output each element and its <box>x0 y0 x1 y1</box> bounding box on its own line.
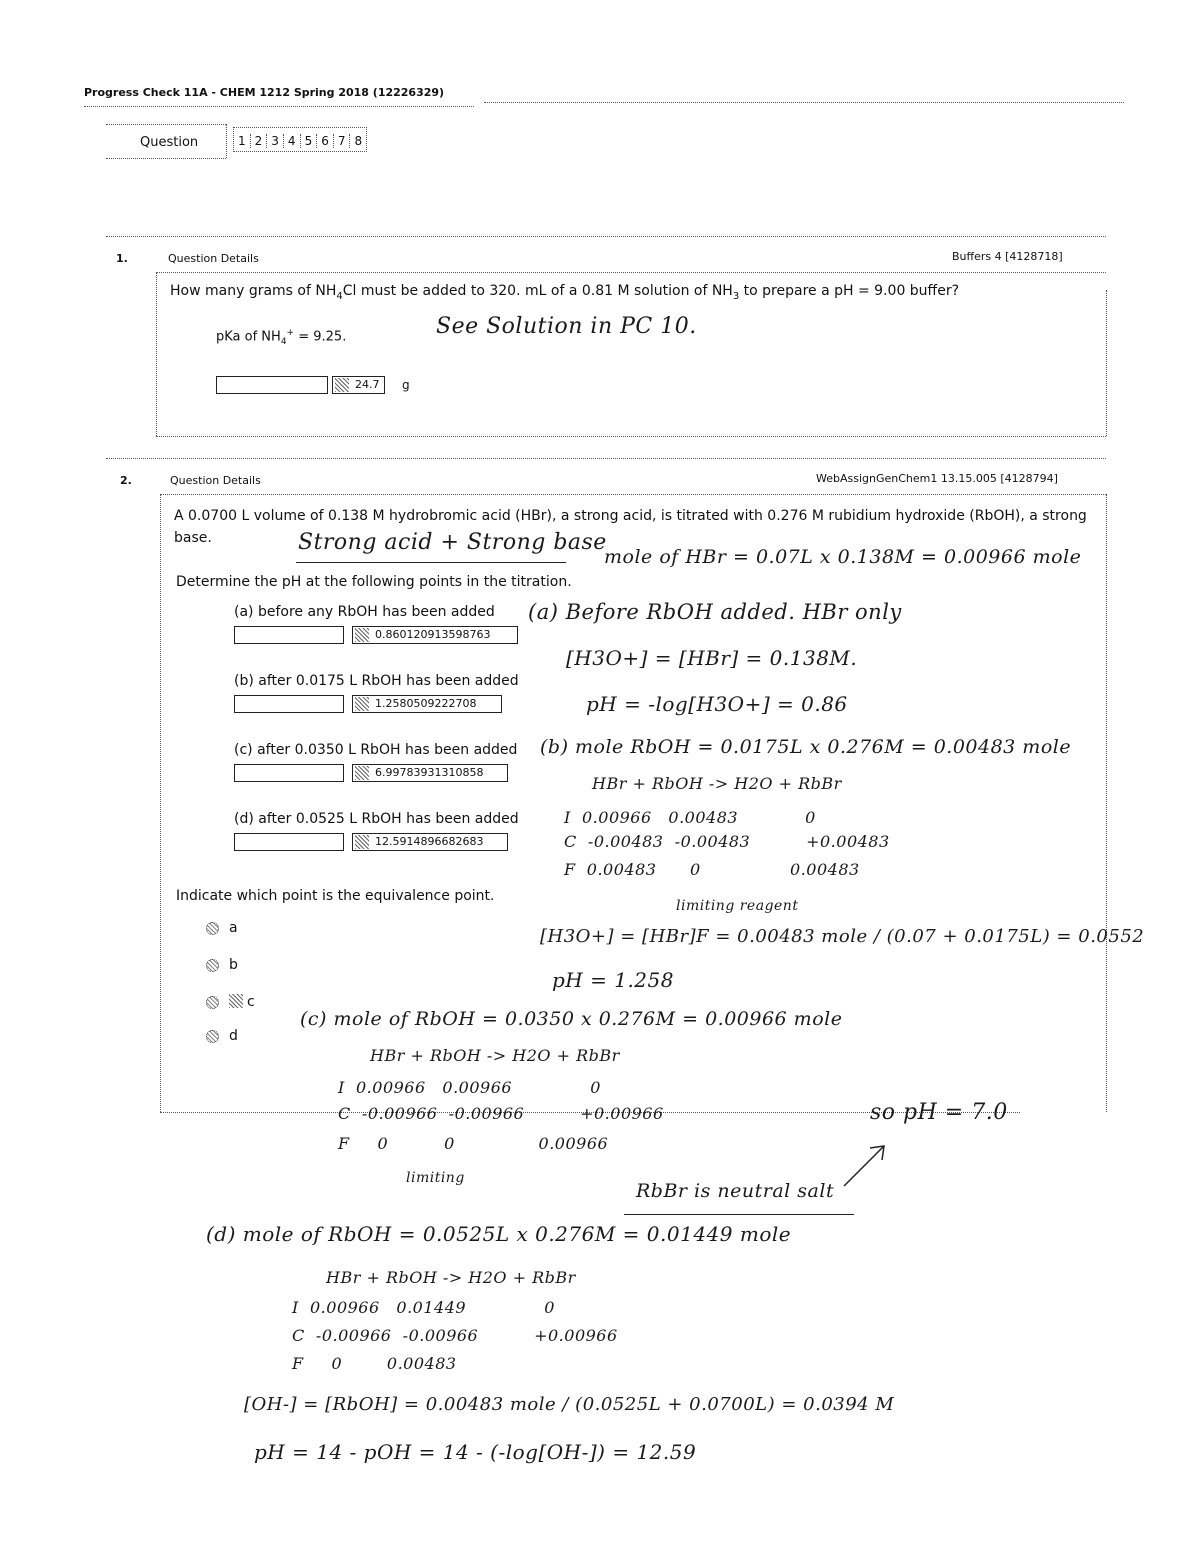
q2-part-c-answer-key: 6.99783931310858 <box>352 764 508 782</box>
arrow-icon <box>840 1140 890 1190</box>
hw-d-conc: [OH-] = [RbOH] = 0.00483 mole / (0.0525L + 0.0700L) = 0.0394 M <box>244 1394 895 1415</box>
q1-answer-key: 24.7 <box>332 376 385 394</box>
hw-d-title: (d) mole of RbOH = 0.0525L x 0.276M = 0.01449 mole <box>206 1222 792 1246</box>
question-nav-3[interactable]: 3 <box>267 134 284 148</box>
page-title: Progress Check 11A - CHEM 1212 Spring 2018 (12226329) <box>84 86 445 99</box>
hw-c-limiting: limiting <box>406 1170 465 1186</box>
q2-part-b-input[interactable] <box>234 695 344 713</box>
hw-c-title: (c) mole of RbOH = 0.0350 x 0.276M = 0.00966 mole <box>300 1008 843 1030</box>
correct-check-icon <box>335 378 349 392</box>
question-nav-4[interactable]: 4 <box>284 134 301 148</box>
q1-prompt: How many grams of $NH_4Cl$ must be added to 320. mL of a 0.81 M solution of $NH_3$ to prepare a pH = 9.00 buffer? <box>170 283 960 302</box>
radio-icon <box>206 922 219 935</box>
q2-part-d-input[interactable] <box>234 833 344 851</box>
radio-icon <box>206 959 219 972</box>
q2-part-b-answer-key: 1.2580509222708 <box>352 695 502 713</box>
radio-icon <box>206 1030 219 1043</box>
correct-check-icon <box>355 835 369 849</box>
q1-number: 1. <box>116 252 128 265</box>
correct-check-icon <box>355 697 369 711</box>
q2-details-link[interactable]: Question Details <box>170 474 261 487</box>
q1-source: Buffers 4 [4128718] <box>952 250 1063 263</box>
correct-check-icon <box>355 628 369 642</box>
q2-option-b[interactable]: b <box>206 957 238 973</box>
hw-b-conc: [H3O+] = [HBr]F = 0.00483 mole / (0.07 + 0.0175L) = 0.0552 <box>540 926 1145 947</box>
q2-option-c[interactable]: c <box>206 992 255 1010</box>
q2-part-a-label: (a) before any RbOH has been added <box>234 604 495 620</box>
question-label: Question <box>140 135 199 150</box>
q2-indicate: Indicate which point is the equivalence point. <box>176 888 495 904</box>
hw-b-ph: pH = 1.258 <box>552 968 674 992</box>
hw-b-title: (b) mole RbOH = 0.0175L x 0.276M = 0.00483 mole <box>540 736 1072 758</box>
q2-part-b-label: (b) after 0.0175 L RbOH has been added <box>234 673 519 689</box>
q2-part-d-answer-key: 12.5914896682683 <box>352 833 508 851</box>
hw-b-final: F 0.00483 0 0.00483 <box>564 860 860 879</box>
q2-option-d[interactable]: d <box>206 1028 238 1044</box>
hw-d-ph: pH = 14 - pOH = 14 - (-log[OH-]) = 12.59 <box>254 1440 697 1464</box>
q2-source: WebAssignGenChem1 13.15.005 [4128794] <box>816 472 1058 485</box>
q2-determine: Determine the pH at the following points in the titration. <box>176 574 572 590</box>
hw-d-rxn: HBr + RbOH -> H2O + RbBr <box>326 1268 576 1287</box>
hw-b-rxn: HBr + RbOH -> H2O + RbBr <box>592 774 842 793</box>
question-nav-2[interactable]: 2 <box>251 134 268 148</box>
hw-mole-hbr: mole of HBr = 0.07L x 0.138M = 0.00966 mole <box>604 546 1082 568</box>
hw-a-conc: [H3O+] = [HBr] = 0.138M. <box>566 646 858 670</box>
q2-option-a[interactable]: a <box>206 920 238 936</box>
q2-part-c-input[interactable] <box>234 764 344 782</box>
radio-icon <box>206 996 219 1009</box>
q1-pka: pKa of $NH_4^+ = 9.25$. <box>216 328 347 347</box>
hw-c-change: C -0.00966 -0.00966 +0.00966 <box>338 1104 664 1123</box>
question-nav-1[interactable]: 1 <box>234 134 251 148</box>
question-nav-5[interactable]: 5 <box>301 134 318 148</box>
q2-part-c-label: (c) after 0.0350 L RbOH has been added <box>234 742 518 758</box>
correct-check-icon <box>355 766 369 780</box>
q2-part-a-input[interactable] <box>234 626 344 644</box>
q2-part-a-answer-key: 0.860120913598763 <box>352 626 518 644</box>
question-nav-7[interactable]: 7 <box>334 134 351 148</box>
q2-number: 2. <box>120 474 132 487</box>
hw-c-rxn: HBr + RbOH -> H2O + RbBr <box>370 1046 620 1065</box>
correct-check-icon <box>229 994 243 1008</box>
hw-d-final: F 0 0.00483 <box>292 1354 457 1373</box>
hw-strong-acid-base: Strong acid + Strong base <box>298 530 607 555</box>
hw-a-title: (a) Before RbOH added. HBr only <box>528 600 902 624</box>
hw-b-initial: I 0.00966 0.00483 0 <box>564 808 816 827</box>
q1-handwritten-note: See Solution in PC 10. <box>436 314 697 339</box>
hw-c-initial: I 0.00966 0.00966 0 <box>338 1078 601 1097</box>
q1-details-link[interactable]: Question Details <box>168 252 259 265</box>
question-nav <box>233 127 367 152</box>
q2-part-d-label: (d) after 0.0525 L RbOH has been added <box>234 811 519 827</box>
question-nav-8[interactable]: 8 <box>354 134 363 148</box>
hw-c-ph: so pH = 7.0 <box>870 1100 1008 1125</box>
hw-c-salt: RbBr is neutral salt <box>636 1180 835 1202</box>
question-nav-6[interactable]: 6 <box>317 134 334 148</box>
hw-b-change: C -0.00483 -0.00483 +0.00483 <box>564 832 890 851</box>
hw-a-ph: pH = -log[H3O+] = 0.86 <box>586 692 848 716</box>
hw-b-limiting: limiting reagent <box>676 898 799 914</box>
q1-answer-input[interactable] <box>216 376 328 394</box>
hw-d-change: C -0.00966 -0.00966 +0.00966 <box>292 1326 618 1345</box>
hw-d-initial: I 0.00966 0.01449 0 <box>292 1298 555 1317</box>
q2-prompt: A 0.0700 L volume of 0.138 M hydrobromic acid (HBr), a strong acid, is titrated with 0.276 M rubidium hydroxide (RbOH), a strong base. <box>174 508 1087 546</box>
hw-c-final: F 0 0 0.00966 <box>338 1134 609 1153</box>
q1-unit: g <box>402 378 410 392</box>
